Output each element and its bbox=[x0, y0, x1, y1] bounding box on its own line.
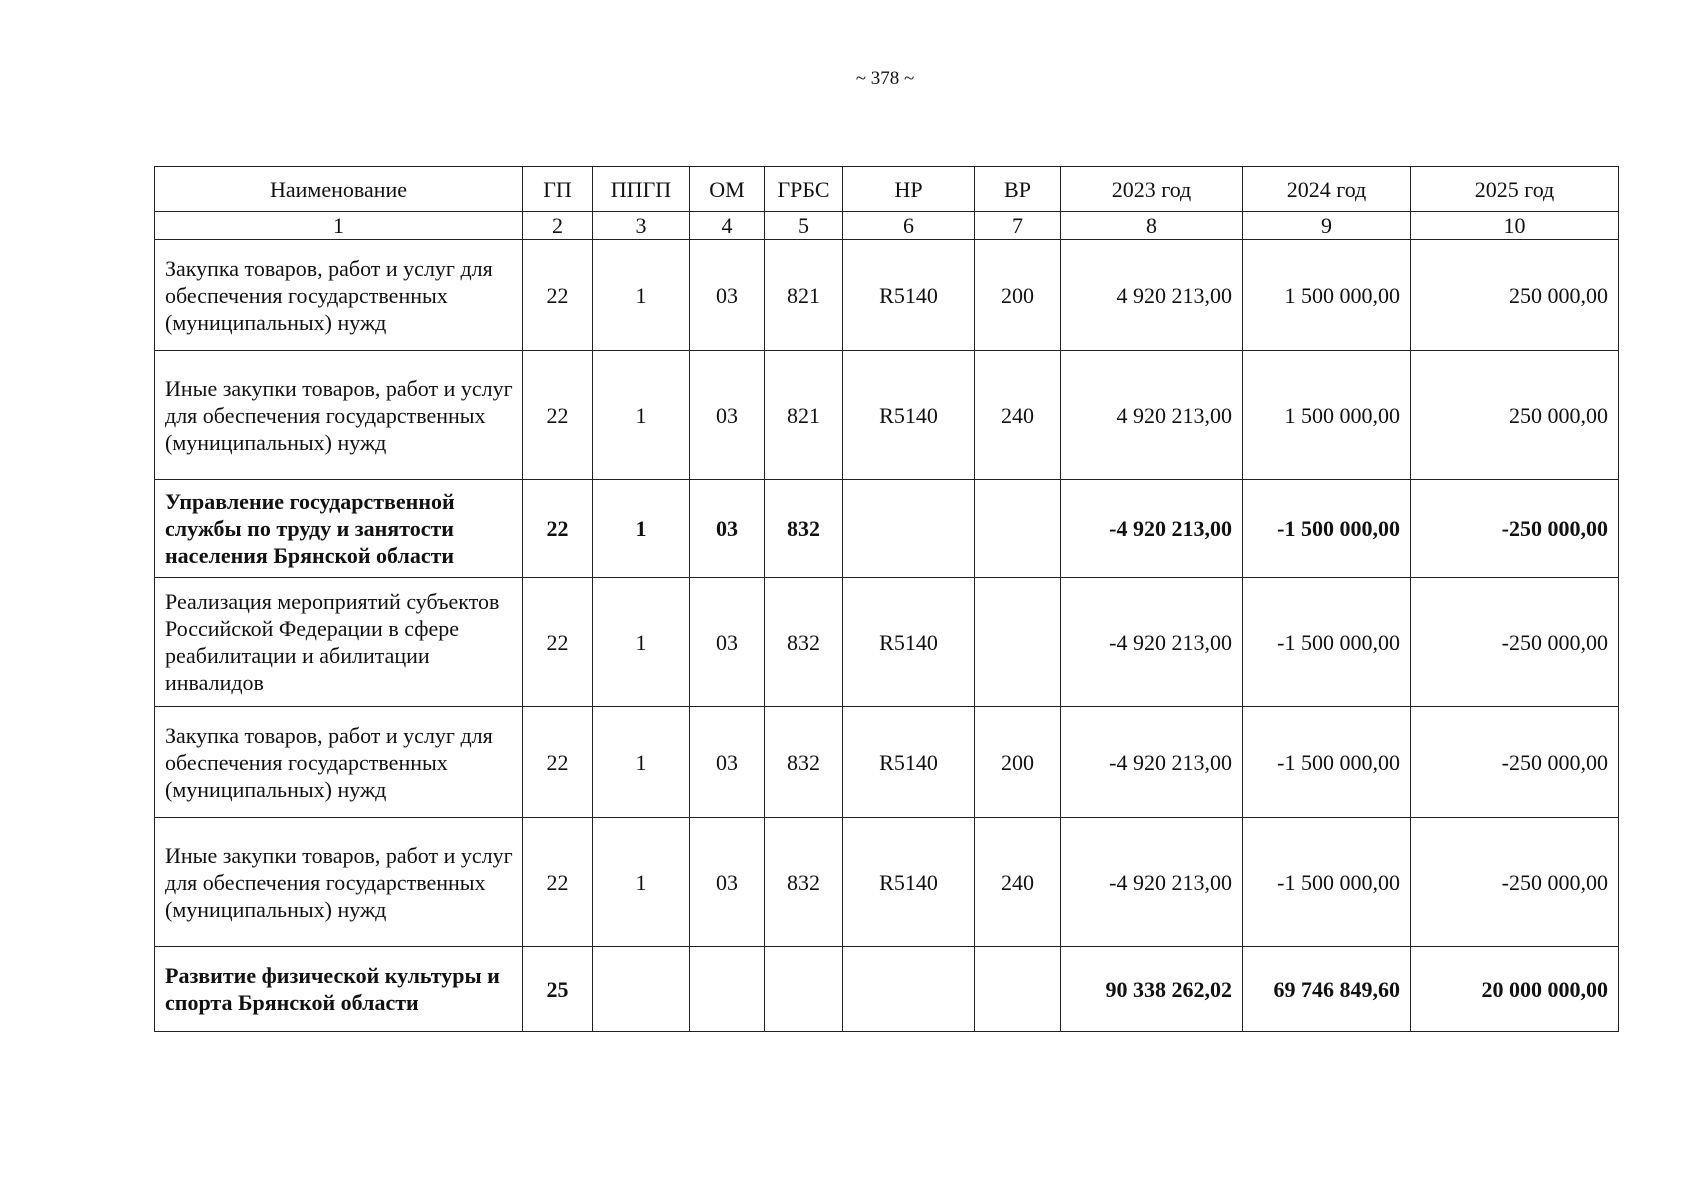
row-om: 03 bbox=[690, 351, 765, 480]
row-nr: R5140 bbox=[843, 818, 975, 947]
row-vr: 200 bbox=[975, 240, 1061, 351]
row-vr bbox=[975, 947, 1061, 1032]
row-name: Закупка товаров, работ и услуг для обеспечения государственных (муниципальных) нужд bbox=[155, 240, 523, 351]
row-ppgp: 1 bbox=[593, 351, 690, 480]
row-grbs: 832 bbox=[765, 480, 843, 578]
row-nr: R5140 bbox=[843, 578, 975, 707]
column-number: 7 bbox=[975, 212, 1061, 240]
row-nr bbox=[843, 947, 975, 1032]
row-vr: 240 bbox=[975, 818, 1061, 947]
row-gp: 22 bbox=[523, 480, 593, 578]
row-vr: 240 bbox=[975, 351, 1061, 480]
row-2023: -4 920 213,00 bbox=[1061, 480, 1243, 578]
header-2025: 2025 год bbox=[1411, 167, 1619, 212]
row-om: 03 bbox=[690, 480, 765, 578]
row-grbs: 821 bbox=[765, 240, 843, 351]
row-om: 03 bbox=[690, 818, 765, 947]
header-2023: 2023 год bbox=[1061, 167, 1243, 212]
row-2025: 250 000,00 bbox=[1411, 240, 1619, 351]
header-2024: 2024 год bbox=[1243, 167, 1411, 212]
column-number: 8 bbox=[1061, 212, 1243, 240]
header-gp: ГП bbox=[523, 167, 593, 212]
column-number: 1 bbox=[155, 212, 523, 240]
row-vr bbox=[975, 578, 1061, 707]
row-2024: 1 500 000,00 bbox=[1243, 240, 1411, 351]
row-2024: 1 500 000,00 bbox=[1243, 351, 1411, 480]
row-nr: R5140 bbox=[843, 351, 975, 480]
column-number: 2 bbox=[523, 212, 593, 240]
row-ppgp: 1 bbox=[593, 480, 690, 578]
row-2023: -4 920 213,00 bbox=[1061, 578, 1243, 707]
row-2024: -1 500 000,00 bbox=[1243, 480, 1411, 578]
row-gp: 25 bbox=[523, 947, 593, 1032]
row-nr: R5140 bbox=[843, 240, 975, 351]
row-2023: -4 920 213,00 bbox=[1061, 707, 1243, 818]
row-nr bbox=[843, 480, 975, 578]
row-name: Иные закупки товаров, работ и услуг для обеспечения государственных (муниципальных) нужд bbox=[155, 351, 523, 480]
table-row-bold bbox=[155, 947, 1619, 1032]
row-2023: 4 920 213,00 bbox=[1061, 240, 1243, 351]
row-2023: -4 920 213,00 bbox=[1061, 818, 1243, 947]
row-grbs: 832 bbox=[765, 707, 843, 818]
row-nr: R5140 bbox=[843, 707, 975, 818]
budget-table bbox=[154, 166, 1619, 1032]
page-number: ~ 378 ~ bbox=[855, 68, 915, 89]
row-ppgp: 1 bbox=[593, 707, 690, 818]
row-2025: -250 000,00 bbox=[1411, 480, 1619, 578]
row-2024: -1 500 000,00 bbox=[1243, 578, 1411, 707]
row-2024: -1 500 000,00 bbox=[1243, 707, 1411, 818]
table-row bbox=[155, 707, 1619, 818]
column-number: 5 bbox=[765, 212, 843, 240]
table-row bbox=[155, 578, 1619, 707]
header-name: Наименование bbox=[155, 167, 523, 212]
row-grbs: 832 bbox=[765, 818, 843, 947]
header-grbs: ГРБС bbox=[765, 167, 843, 212]
row-gp: 22 bbox=[523, 707, 593, 818]
row-name: Иные закупки товаров, работ и услуг для обеспечения государственных (муниципальных) нужд bbox=[155, 818, 523, 947]
row-om bbox=[690, 947, 765, 1032]
row-gp: 22 bbox=[523, 240, 593, 351]
column-number: 9 bbox=[1243, 212, 1411, 240]
row-2025: -250 000,00 bbox=[1411, 707, 1619, 818]
column-number-row bbox=[155, 212, 1619, 240]
row-grbs bbox=[765, 947, 843, 1032]
row-name: Реализация мероприятий субъектов Российской Федерации в сфере реабилитации и абилитации инвалидов bbox=[155, 578, 523, 707]
row-ppgp: 1 bbox=[593, 240, 690, 351]
header-nr: НР bbox=[843, 167, 975, 212]
row-name: Развитие физической культуры и спорта Брянской области bbox=[155, 947, 523, 1032]
row-ppgp: 1 bbox=[593, 818, 690, 947]
header-vr: ВР bbox=[975, 167, 1061, 212]
row-2025: -250 000,00 bbox=[1411, 818, 1619, 947]
column-number: 10 bbox=[1411, 212, 1619, 240]
row-gp: 22 bbox=[523, 818, 593, 947]
table-row bbox=[155, 351, 1619, 480]
row-2023: 90 338 262,02 bbox=[1061, 947, 1243, 1032]
row-2025: 250 000,00 bbox=[1411, 351, 1619, 480]
row-gp: 22 bbox=[523, 351, 593, 480]
row-om: 03 bbox=[690, 578, 765, 707]
row-2024: -1 500 000,00 bbox=[1243, 818, 1411, 947]
row-om: 03 bbox=[690, 707, 765, 818]
row-2025: -250 000,00 bbox=[1411, 578, 1619, 707]
row-om: 03 bbox=[690, 240, 765, 351]
row-gp: 22 bbox=[523, 578, 593, 707]
column-number: 3 bbox=[593, 212, 690, 240]
row-2023: 4 920 213,00 bbox=[1061, 351, 1243, 480]
table-row bbox=[155, 240, 1619, 351]
row-vr bbox=[975, 480, 1061, 578]
row-grbs: 832 bbox=[765, 578, 843, 707]
header-row bbox=[155, 167, 1619, 212]
row-2025: 20 000 000,00 bbox=[1411, 947, 1619, 1032]
row-name: Закупка товаров, работ и услуг для обеспечения государственных (муниципальных) нужд bbox=[155, 707, 523, 818]
row-2024: 69 746 849,60 bbox=[1243, 947, 1411, 1032]
row-vr: 200 bbox=[975, 707, 1061, 818]
column-number: 6 bbox=[843, 212, 975, 240]
header-om: ОМ bbox=[690, 167, 765, 212]
table-row-bold bbox=[155, 480, 1619, 578]
row-grbs: 821 bbox=[765, 351, 843, 480]
row-name: Управление государственной службы по труду и занятости населения Брянской области bbox=[155, 480, 523, 578]
column-number: 4 bbox=[690, 212, 765, 240]
header-ppgp: ППГП bbox=[593, 167, 690, 212]
row-ppgp: 1 bbox=[593, 578, 690, 707]
table-row bbox=[155, 818, 1619, 947]
row-ppgp bbox=[593, 947, 690, 1032]
